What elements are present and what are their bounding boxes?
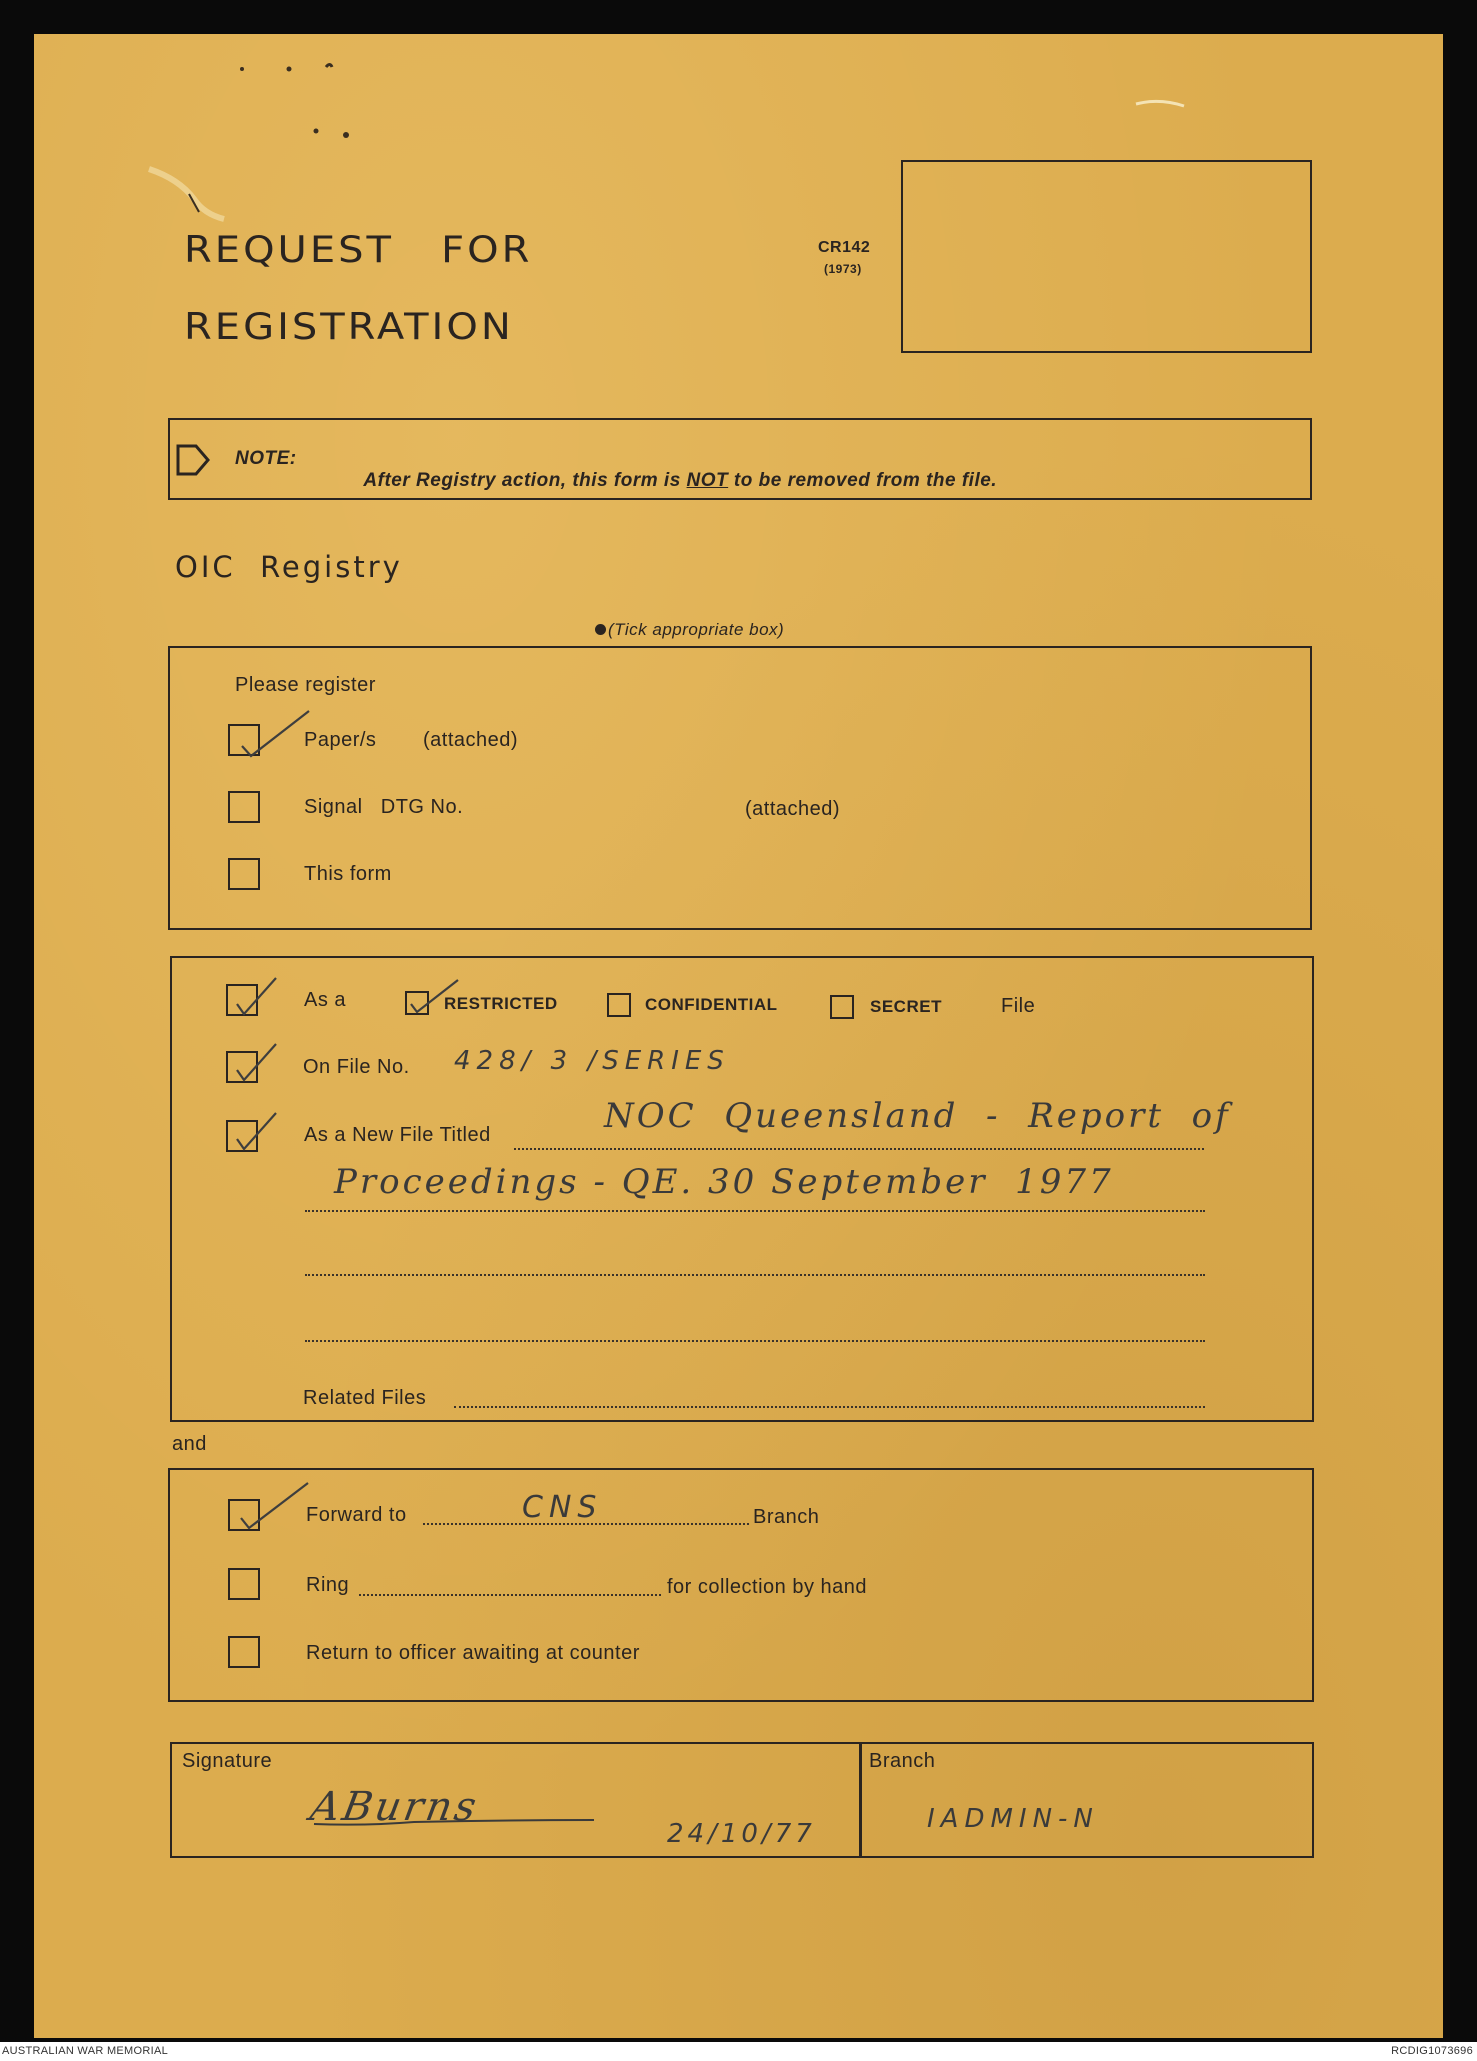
form-title-line2: REGISTRATION xyxy=(184,306,514,349)
ring-line xyxy=(359,1594,661,1596)
branch-value: IADMIN-N xyxy=(927,1804,1099,1834)
related-files-line xyxy=(454,1406,1205,1408)
checkbox-secret[interactable] xyxy=(830,995,854,1019)
new-file-label: As a New File Titled xyxy=(304,1124,491,1146)
forward-suffix: Branch xyxy=(753,1506,820,1528)
file-word: File xyxy=(1001,995,1036,1017)
bullet-icon xyxy=(595,624,606,635)
form-paper xyxy=(34,34,1443,2038)
signature-label: Signature xyxy=(182,1750,273,1772)
form-title-line1: REQUEST FOR xyxy=(184,229,533,272)
note-text-before: After Registry action, this form is xyxy=(363,470,687,491)
signature-block-divider xyxy=(859,1742,862,1858)
branch-label: Branch xyxy=(869,1750,936,1772)
ring-suffix: for collection by hand xyxy=(667,1576,868,1598)
forward-label: Forward to xyxy=(306,1504,407,1526)
signature-flourish xyxy=(304,1786,604,1836)
checkbox-ring[interactable] xyxy=(228,1568,260,1600)
registry-stamp-box xyxy=(901,160,1312,353)
new-file-title-line1: NOC Queensland - Report of xyxy=(604,1096,1231,1136)
pointer-arrow-icon xyxy=(174,442,214,478)
punch-marks xyxy=(234,49,354,139)
tick-instruction xyxy=(595,620,784,640)
register-heading: Please register xyxy=(235,674,376,696)
paper-mark xyxy=(1134,94,1194,114)
signature-date: 24/10/77 xyxy=(667,1819,816,1849)
signature-handwriting: ABurns xyxy=(306,1784,483,1830)
form-year: (1973) xyxy=(824,262,862,276)
new-file-line-1 xyxy=(514,1148,1204,1150)
option-this-form-label: This form xyxy=(304,863,392,885)
tick-mark-icon xyxy=(234,1040,284,1090)
new-file-line-2 xyxy=(305,1210,1205,1212)
checkbox-return[interactable] xyxy=(228,1636,260,1668)
option-papers-label: Paper/s xyxy=(304,729,377,751)
note-label: NOTE: xyxy=(235,448,297,469)
related-files-label: Related Files xyxy=(303,1387,427,1409)
note-text-emph: NOT xyxy=(686,470,729,491)
new-file-line-4 xyxy=(305,1340,1205,1342)
note-text xyxy=(341,448,997,514)
classification-secret: SECRET xyxy=(870,997,942,1016)
new-file-line-3 xyxy=(305,1274,1205,1276)
tick-mark-icon xyxy=(234,1109,284,1159)
option-signal-suffix: (attached) xyxy=(745,798,841,820)
option-papers-suffix: (attached) xyxy=(423,729,519,751)
note-text-after: to be removed from the file. xyxy=(728,470,998,491)
option-signal-label: Signal DTG No. xyxy=(304,796,464,818)
checkbox-signal[interactable] xyxy=(228,791,260,823)
on-file-no-label: On File No. xyxy=(303,1056,410,1078)
ring-label: Ring xyxy=(306,1574,350,1596)
tick-mark-icon xyxy=(234,974,284,1024)
classification-confidential: CONFIDENTIAL xyxy=(645,995,778,1014)
checkbox-confidential[interactable] xyxy=(607,993,631,1017)
as-a-label: As a xyxy=(304,989,347,1011)
footer-right: RCDIG1073696 xyxy=(1391,2045,1473,2057)
on-file-no-value: 428/ 3 /SERIES xyxy=(454,1046,730,1076)
addressee: OIC Registry xyxy=(175,550,403,584)
return-label: Return to officer awaiting at counter xyxy=(306,1642,640,1664)
and-label: and xyxy=(172,1433,207,1455)
checkbox-this-form[interactable] xyxy=(228,858,260,890)
forward-value: CNS xyxy=(522,1490,603,1525)
form-code: CR142 xyxy=(818,239,871,256)
classification-restricted: RESTRICTED xyxy=(444,994,558,1013)
footer-left: AUSTRALIAN WAR MEMORIAL xyxy=(2,2045,169,2057)
new-file-title-line2: Proceedings - QE. 30 September 1977 xyxy=(334,1162,1114,1202)
tick-instruction-text: (Tick appropriate box) xyxy=(608,620,785,639)
